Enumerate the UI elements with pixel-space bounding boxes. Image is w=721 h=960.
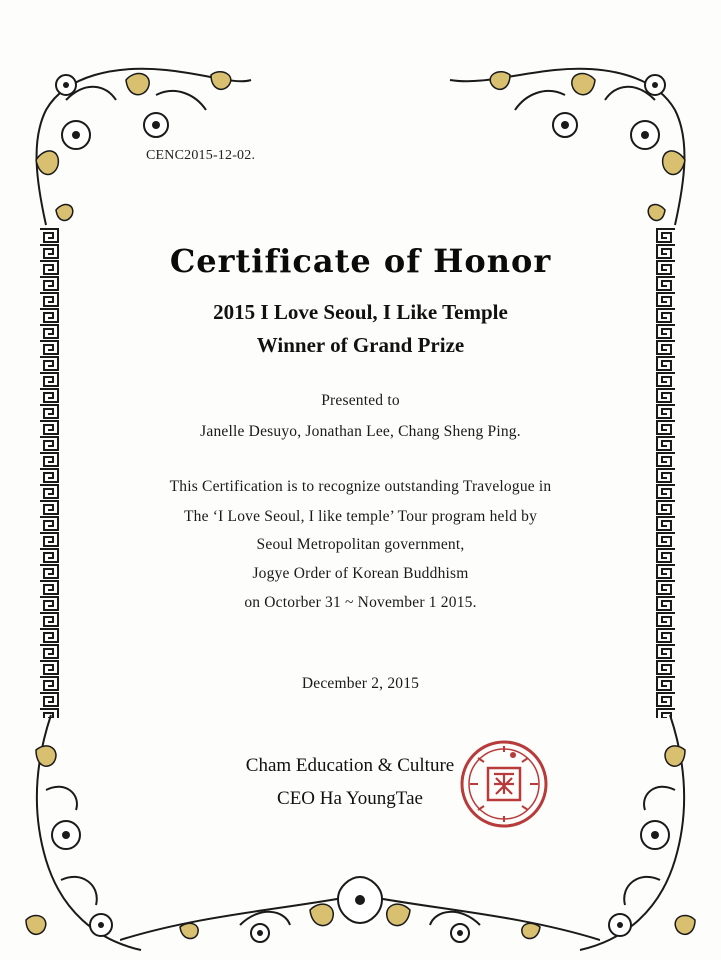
event-name: 2015 I Love Seoul, I Like Temple — [213, 300, 508, 324]
body-text-line-3: Seoul Metropolitan government, — [256, 536, 465, 553]
issue-date: December 2, 2015 — [301, 675, 420, 692]
red-seal-stamp-icon — [458, 738, 550, 830]
floral-ornament-bottom-icon — [120, 855, 600, 955]
certificate-title: Certificate of Honor — [169, 242, 552, 280]
body-text-line-4: Jogye Order of Korean Buddhism — [252, 565, 469, 582]
presented-to-label: Presented to — [321, 392, 400, 409]
issuer-organization: Cham Education & Culture — [245, 755, 455, 776]
body-text-line-2: The ‘I Love Seoul, I like temple’ Tour program held by — [183, 508, 538, 525]
certificate-serial-number: CENC2015-12-02. — [146, 148, 256, 163]
recipient-names: Janelle Desuyo, Jonathan Lee, Chang Sheng Ping. — [200, 423, 521, 440]
floral-corner-top-right-icon — [440, 40, 715, 230]
award-name: Winner of Grand Prize — [256, 333, 465, 357]
issuer-signatory: CEO Ha YoungTae — [277, 788, 423, 809]
floral-corner-top-left-icon — [6, 40, 256, 230]
body-text-line-1: This Certification is to recognize outstanding Travelogue in — [169, 478, 552, 495]
body-text-line-5: on Octorber 31 ~ November 1 2015. — [244, 594, 477, 611]
